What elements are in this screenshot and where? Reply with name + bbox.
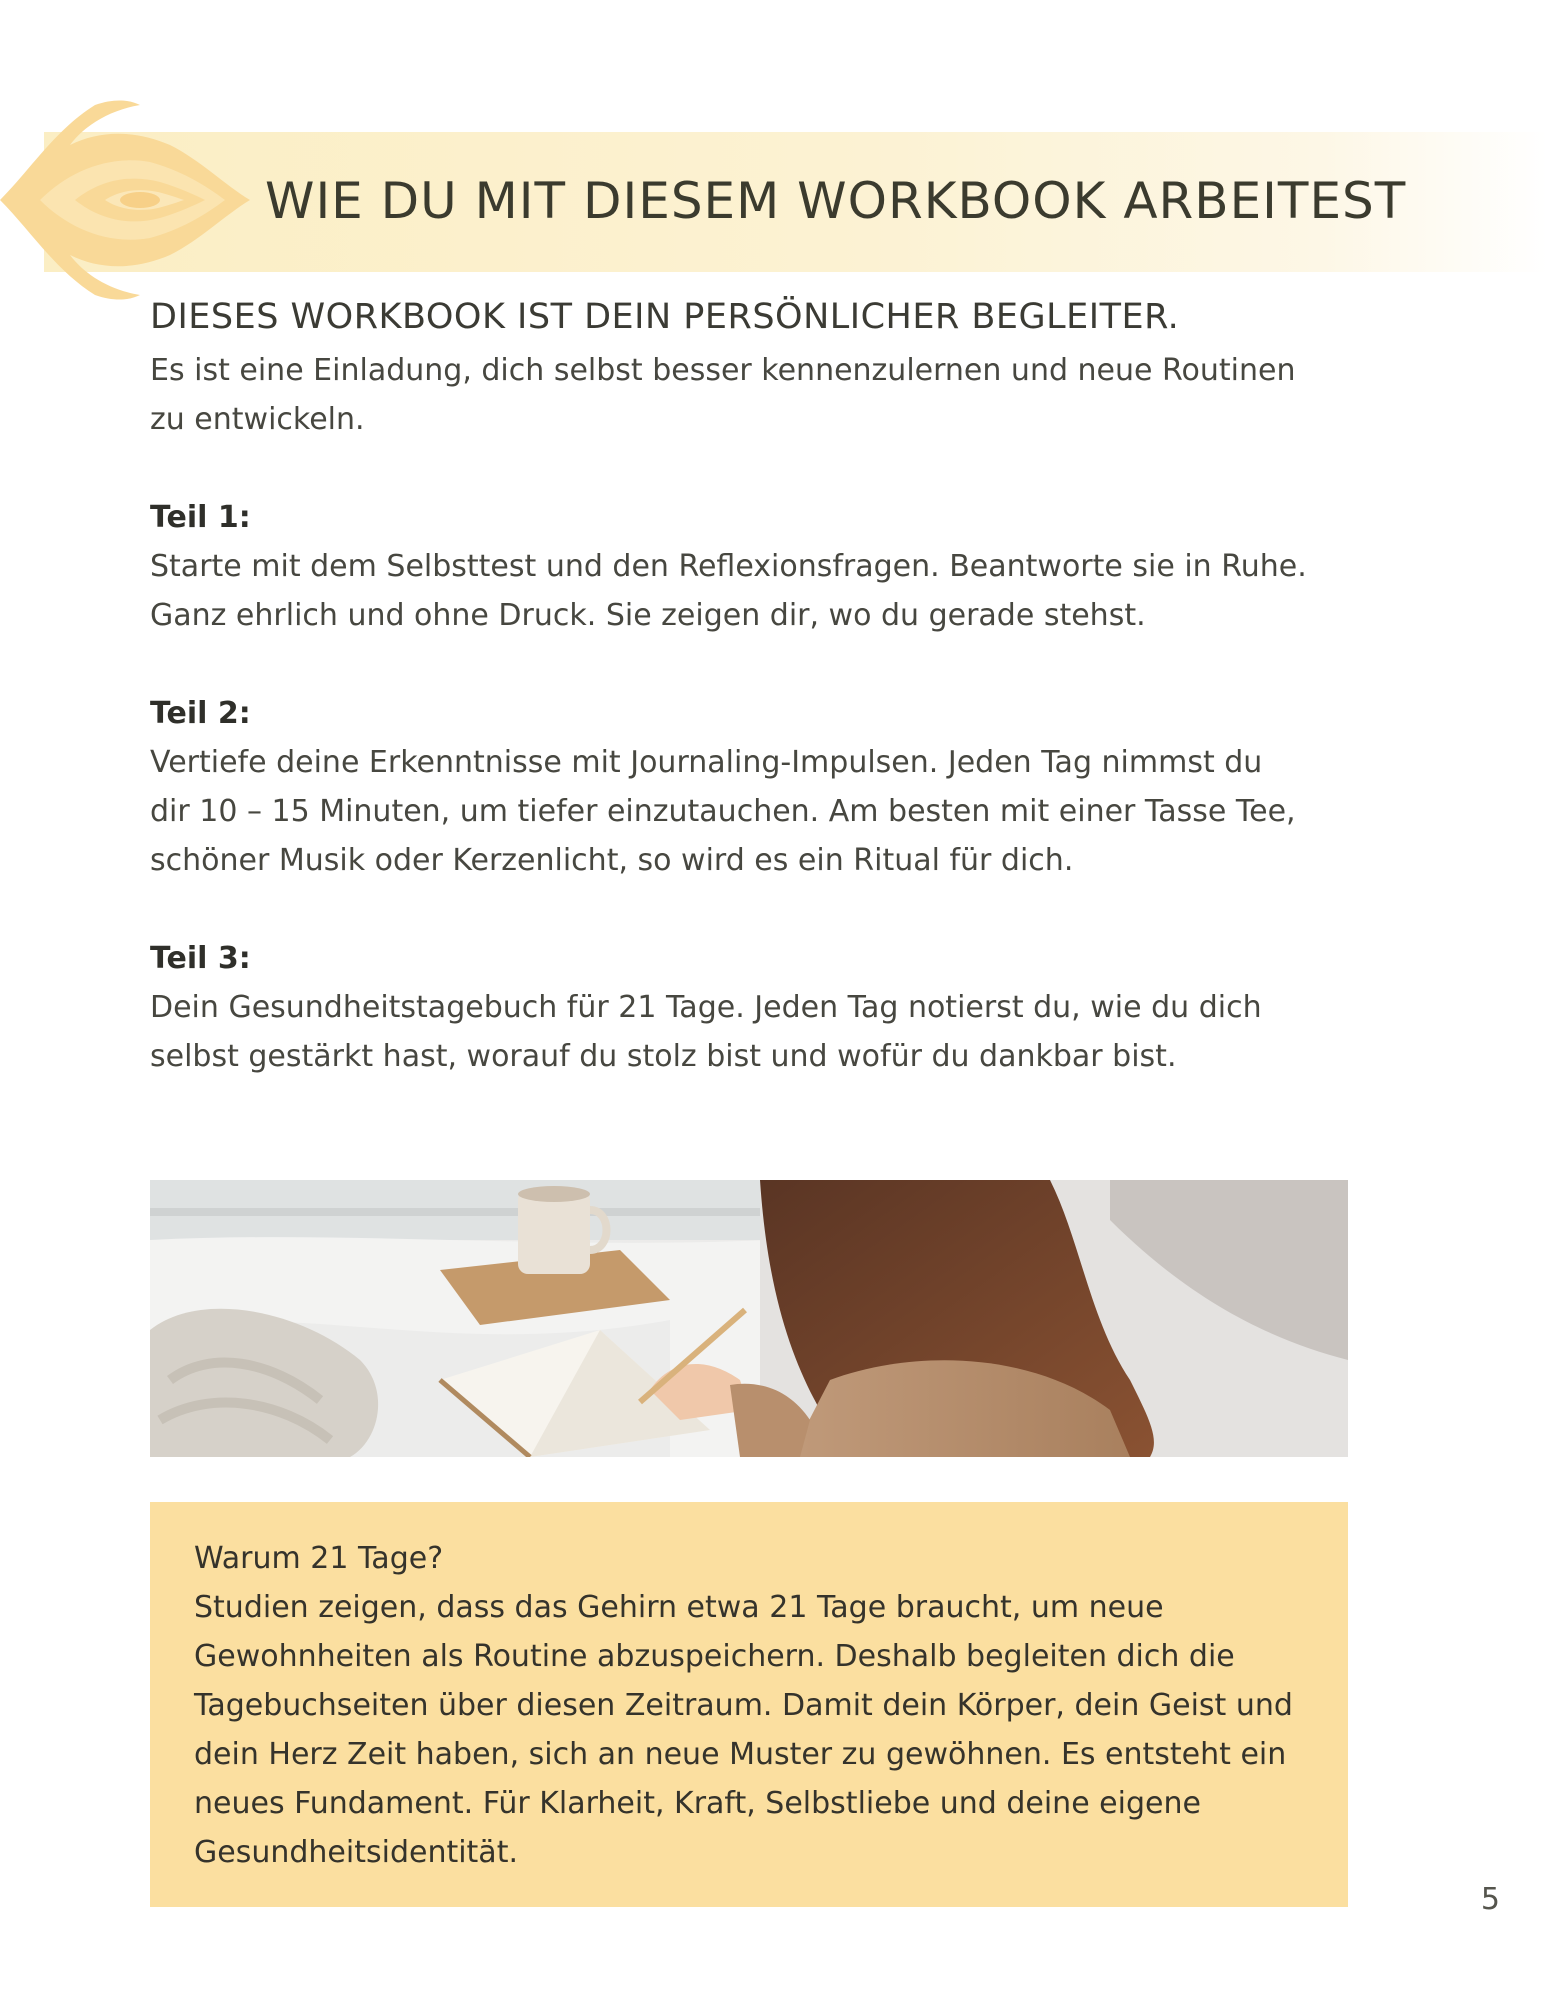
info-box-line: Gesundheitsidentität. [194,1835,518,1870]
info-box-21-tage [150,1502,1348,1907]
lotus-feather-ornament-icon [0,100,250,300]
section-label: Teil 1: [150,500,251,535]
info-box-line: Warum 21 Tage? [194,1541,444,1576]
woman-journaling-photo [150,1180,1348,1457]
intro-line: Es ist eine Einladung, dich selbst besser kennenzulernen und neue Routinen [150,353,1296,388]
main-content [150,290,1350,1081]
photo-illustration-icon [150,1180,1348,1457]
page-title: WIE DU MIT DIESEM WORKBOOK ARBEITEST [265,172,1407,230]
section-line: Ganz ehrlich und ohne Druck. Sie zeigen dir, wo du gerade stehst. [150,598,1146,633]
section-teil-2 [150,689,1350,885]
section-line: Vertiefe deine Erkenntnisse mit Journaling-Impulsen. Jeden Tag nimmst du [150,745,1263,780]
section-line: dir 10 – 15 Minuten, um tiefer einzutauchen. Am besten mit einer Tasse Tee, [150,794,1296,829]
section-label: Teil 3: [150,941,251,976]
page-number: 5 [1480,1882,1500,1917]
info-box-line: neues Fundament. Für Klarheit, Kraft, Selbstliebe und deine eigene [194,1786,1201,1821]
info-box-line: dein Herz Zeit haben, sich an neue Muster zu gewöhnen. Es entsteht ein [194,1737,1287,1772]
section-teil-1 [150,493,1350,640]
intro-line: zu entwickeln. [150,402,365,437]
section-line: Dein Gesundheitstagebuch für 21 Tage. Jeden Tag notierst du, wie du dich [150,990,1262,1025]
info-box-text [194,1534,1314,1877]
section-line: selbst gestärkt hast, worauf du stolz bist und wofür du dankbar bist. [150,1039,1177,1074]
intro-heading: DIESES WORKBOOK IST DEIN PERSÖNLICHER BEGLEITER. [150,297,1180,337]
section-line: schöner Musik oder Kerzenlicht, so wird es ein Ritual für dich. [150,843,1074,878]
info-box-line: Tagebuchseiten über diesen Zeitraum. Damit dein Körper, dein Geist und [194,1688,1293,1723]
section-label: Teil 2: [150,696,251,731]
section-teil-3 [150,934,1350,1081]
info-box-line: Gewohnheiten als Routine abzuspeichern. Deshalb begleiten dich die [194,1639,1235,1674]
section-line: Starte mit dem Selbsttest und den Reflexionsfragen. Beantworte sie in Ruhe. [150,549,1307,584]
info-box-line: Studien zeigen, dass das Gehirn etwa 21 Tage braucht, um neue [194,1590,1164,1625]
